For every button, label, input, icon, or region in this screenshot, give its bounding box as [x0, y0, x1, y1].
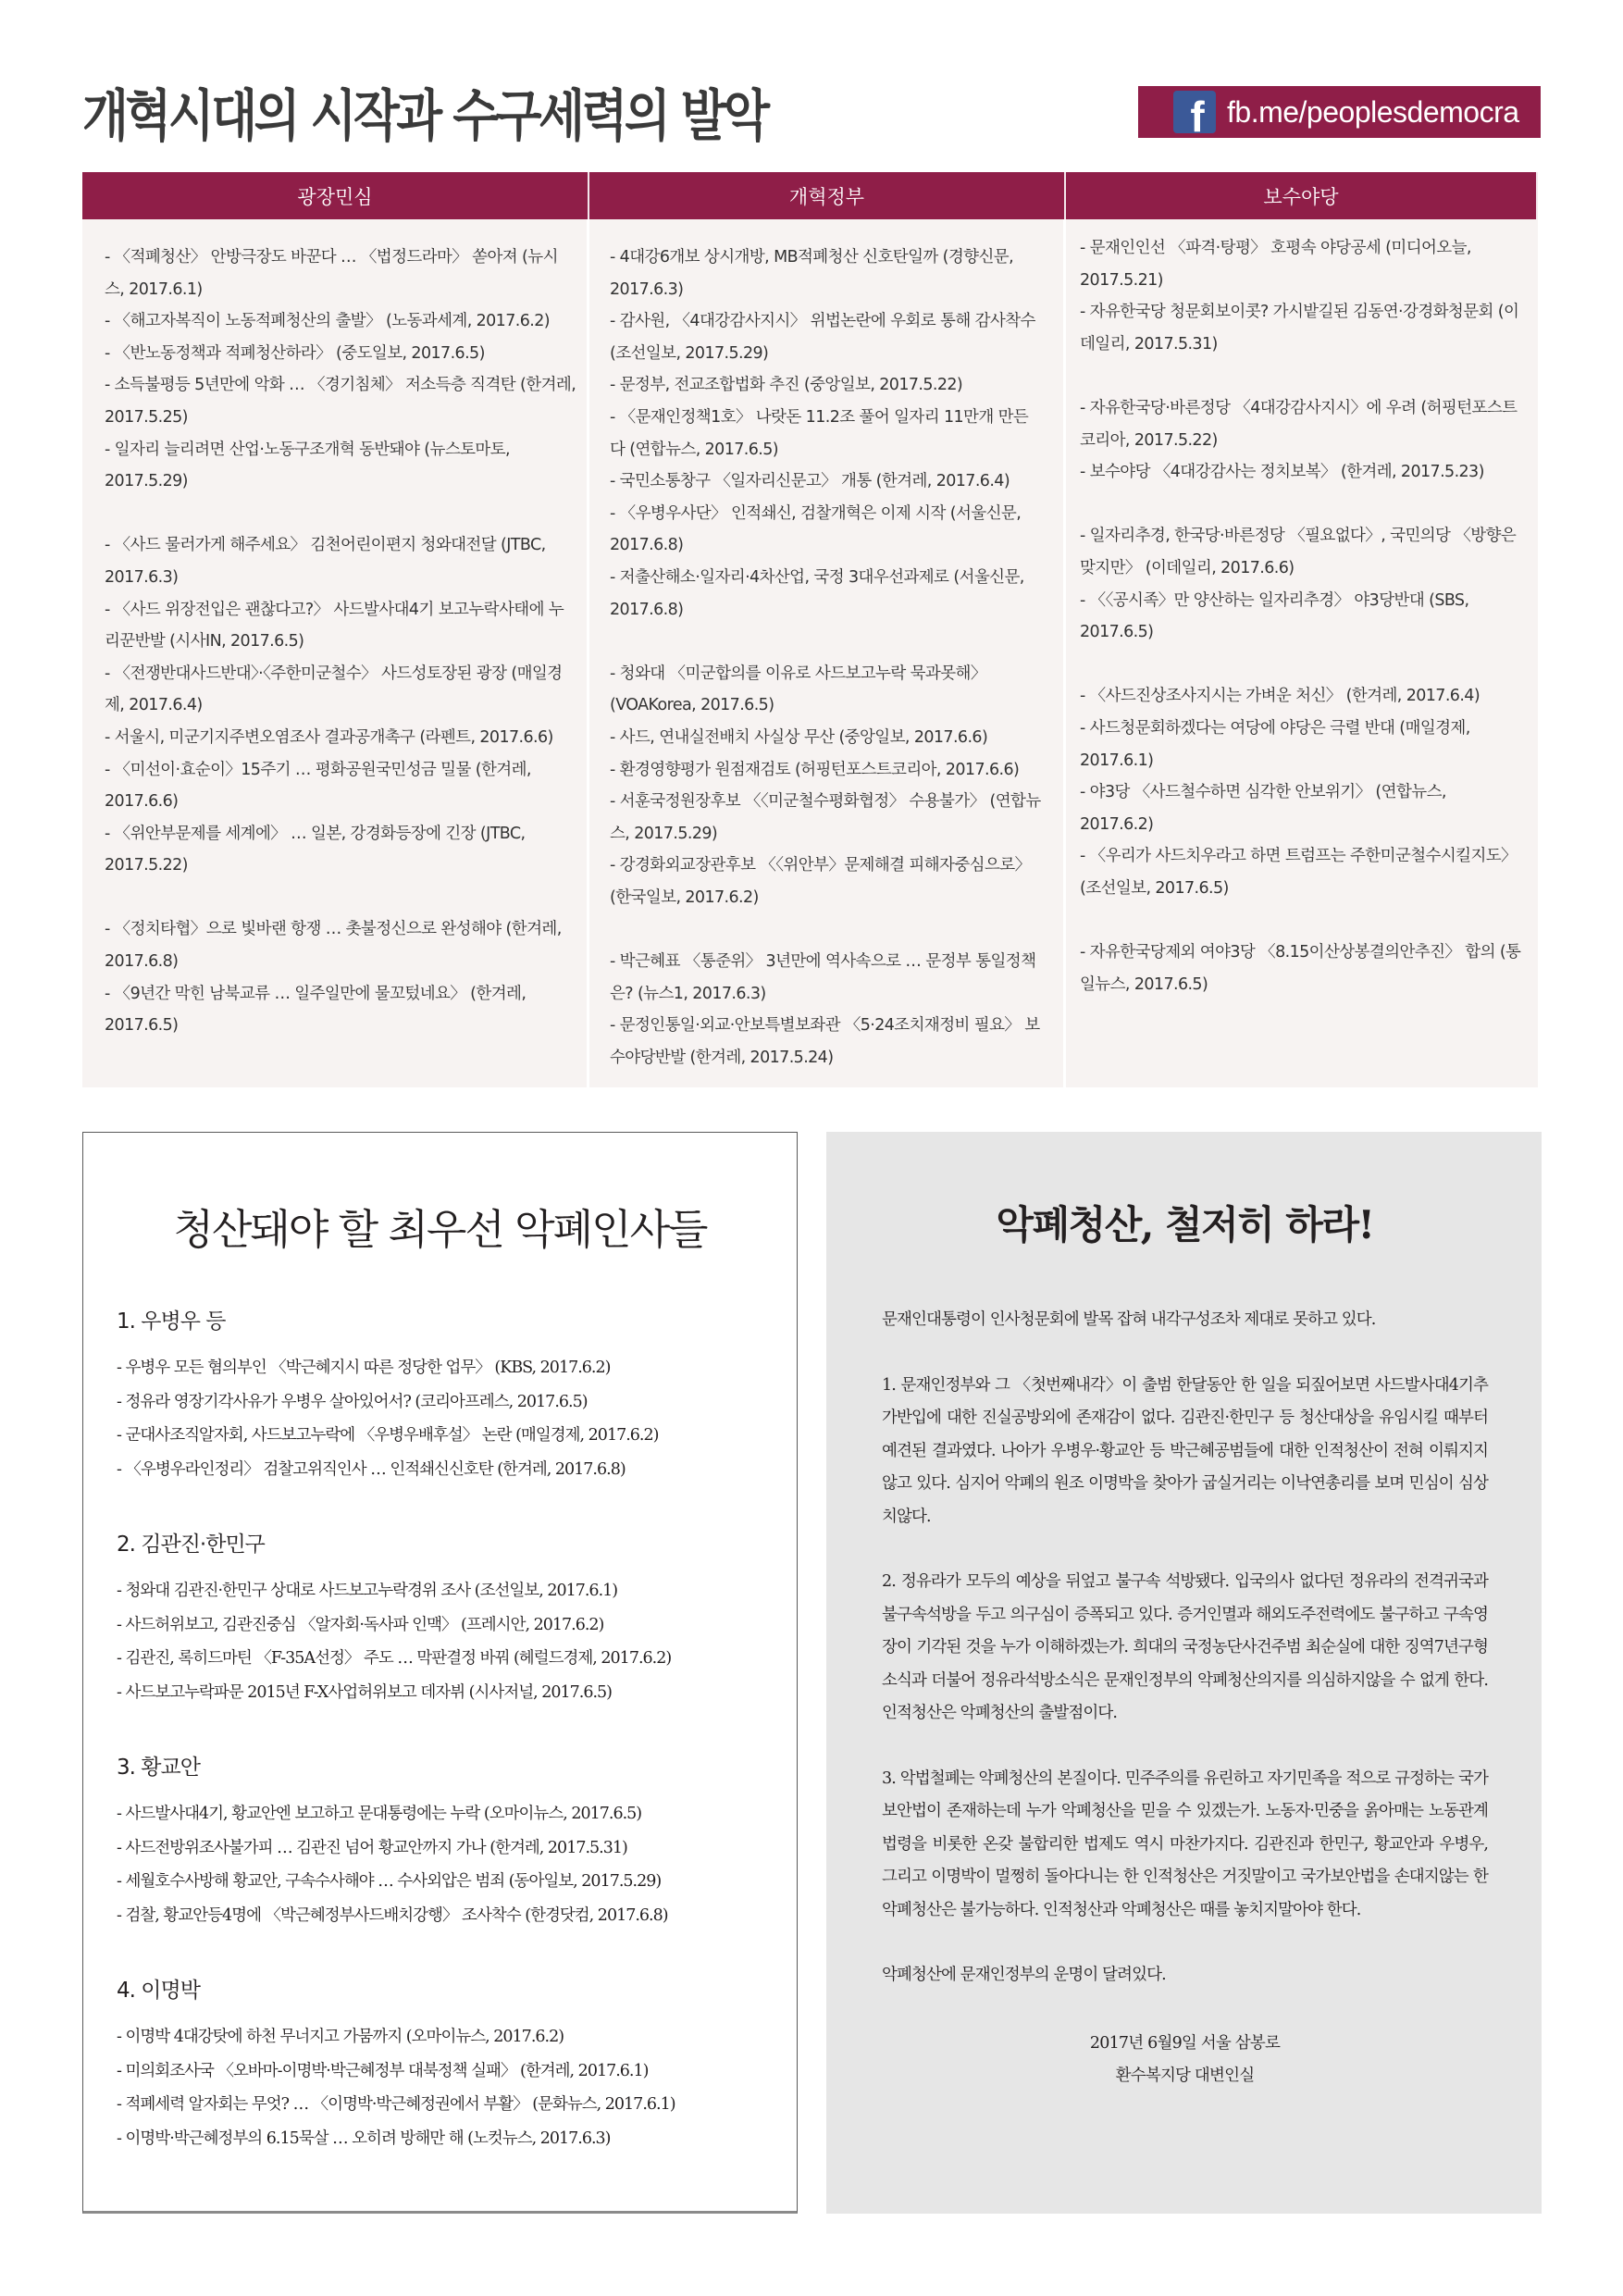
- news-headline-item: - 자유한국당·바른정당 〈4대강감사지시〉에 우려 (허핑턴포스트코리아, 2017.5.22): [1080, 398, 1518, 450]
- news-headline-item: - 검찰, 황교안등4명에 〈박근혜정부사드배치강행〉 조사착수 (한경닷컴, 2017.6.8): [117, 1905, 668, 1925]
- news-headline-item: - 서훈국정원장후보 〈〈미군철수평화협정〉 수용불가〉 (연합뉴스, 2017.5.29): [610, 792, 1041, 843]
- news-headline-item: - 사드전방위조사불가피 … 김관진 넘어 황교안까지 가나 (한겨레, 2017.5.31): [117, 1838, 627, 1857]
- news-headline-item: - 보수야당 〈4대강감사는 정치보복〉 (한겨레, 2017.5.23): [1080, 463, 1484, 482]
- news-headline-item: - 강경화외교장관후보 〈〈위안부〉문제해결 피해자중심으로〉 (한국일보, 2017.6.2): [610, 856, 1031, 907]
- news-headline-item: - 사드청문회하겠다는 여당에 야당은 극렬 반대 (매일경제, 2017.6.1): [1080, 718, 1470, 770]
- statement-title: 악폐청산, 철저히 하라!: [996, 1202, 1374, 1247]
- statement-intro: 문재인대통령이 인사청문회에 발목 잡혀 내각구성조차 제대로 못하고 있다.: [882, 1310, 1376, 1329]
- group-spacer: [105, 882, 577, 914]
- column-body-opposition: [1066, 219, 1538, 1087]
- column-body-government: [589, 219, 1066, 1087]
- group-spacer: [610, 913, 1043, 946]
- group-spacer: [1080, 489, 1521, 521]
- news-headline-item: - 일자리 늘리려면 산업·노동구조개혁 동반돼야 (뉴스토마토, 2017.5.29): [105, 440, 510, 491]
- news-headline-item: - 서울시, 미군기지주변오염조사 결과공개촉구 (라펜트, 2017.6.6): [105, 727, 553, 747]
- news-headline-item: - 이명박 4대강탓에 하천 무너지고 가뭄까지 (오마이뉴스, 2017.6.2): [117, 2028, 564, 2046]
- column-header-plaza: 광장민심: [82, 172, 589, 219]
- news-headline-item: - 이명박·박근혜정부의 6.15묵살 … 오히려 방해만 해 (노컷뉴스, 2017.6.3): [117, 2128, 611, 2148]
- priority-targets-sections: [117, 1304, 797, 2155]
- news-headline-item: - 청와대 〈미군합의를 이유로 사드보고누락 묵과못해〉 (VOAKorea, 2017.6.5): [610, 664, 986, 715]
- news-headline-item: - 〈우병우라인정리〉 검찰고위직인사 … 인적쇄신신호탄 (한겨레, 2017.6.8): [117, 1459, 626, 1479]
- facebook-icon: f: [1173, 91, 1216, 133]
- news-headline-item: - 〈사드진상조사지시는 가벼운 처신〉 (한겨레, 2017.6.4): [1080, 687, 1481, 706]
- news-headline-item: - 청와대 김관진·한민구 상대로 사드보고누락경위 조사 (조선일보, 2017.6.1): [117, 1582, 618, 1600]
- news-headline-item: - 소득불평등 5년만에 악화 … 〈경기침체〉 저소득층 직격탄 (한겨레, 2017.5.25): [105, 376, 576, 427]
- news-headline-item: - 문정인통일·외교·안보특별보좌관 〈5·24조치재정비 필요〉 보수야당반발 (한겨레, 2017.5.24): [610, 1016, 1040, 1067]
- news-headline-item: - 정유라 영장기각사유가 우병우 살아있어서? (코리아프레스, 2017.6.5): [117, 1392, 588, 1411]
- news-headline-item: - 〈사드 물러가게 해주세요〉 김천어린이편지 청와대전달 (JTBC, 2017.6.3): [105, 536, 546, 587]
- section-heading: 4. 이명박: [117, 1979, 200, 2003]
- group-spacer: [105, 498, 577, 530]
- column-body-plaza: [82, 219, 589, 1087]
- news-headline-item: - 일자리추경, 한국당·바른정당 〈필요없다〉, 국민의당 〈방향은 맞지만〉 (이데일리, 2017.6.6): [1080, 527, 1517, 577]
- news-headline-item: - 〈반노동정책과 적폐청산하라〉 (중도일보, 2017.6.5): [105, 343, 485, 363]
- news-headline-item: - 〈문재인정책1호〉 나랏돈 11.2조 풀어 일자리 11만개 만든다 (연합뉴스, 2017.6.5): [610, 407, 1029, 459]
- news-headline-item: - 4대강6개보 상시개방, MB적폐청산 신호탄일까 (경향신문, 2017.6.3): [610, 248, 1014, 299]
- news-headline-item: - 〈우병우사단〉 인적쇄신, 검찰개혁은 이제 시작 (서울신문, 2017.6.8): [610, 503, 1022, 555]
- news-headline-item: - 문재인인선 〈파격·탕평〉 호평속 야당공세 (미디어오늘, 2017.5.21): [1080, 239, 1471, 290]
- news-headline-item: - 야3당 〈사드철수하면 심각한 안보위기〉 (연합뉴스, 2017.6.2): [1080, 783, 1446, 834]
- news-headline-item: - 자유한국당제외 여야3당 〈8.15이산상봉결의안추진〉 합의 (통일뉴스, 2017.6.5): [1080, 943, 1521, 994]
- section-heading: 2. 김관진·한민구: [117, 1533, 265, 1557]
- news-headline-item: - 〈우리가 사드치우라고 하면 트럼프는 주한미군철수시킬지도〉 (조선일보, 2017.6.5): [1080, 847, 1517, 898]
- news-comparison-table: [82, 172, 1538, 1087]
- priority-targets-box: [82, 1132, 798, 2214]
- statement-paragraph-1: 1. 문재인정부와 그 〈첫번째내각〉이 출범 한달동안 한 일을 되짚어보면 사드발사대4기추가반입에 대한 진실공방외에 존재감이 없다. 김관진·한민구 등 청산대상을 유임시킬 때부터 예견된 결과였다. 나아가 우병우·황교안 등 박근혜공범들에 대한 인적청산이 전혀 이뤄지지 않고 있다. 심지어 악폐의 원조 이명박을 찾아가 굽실거리는 이낙연총리를 보며 민심이 심상치않다.: [882, 1375, 1488, 1526]
- news-headline-item: - 사드허위보고, 김관진중심 〈알자회·독사파 인맥〉 (프레시안, 2017.6.2): [117, 1615, 604, 1634]
- group-spacer: [1080, 649, 1521, 681]
- facebook-url[interactable]: fb.me/peoplesdemocra: [1227, 94, 1519, 129]
- news-headline-item: - 우병우 모든 혐의부인 〈박근혜지시 따른 정당한 업무〉 (KBS, 2017.6.2): [117, 1359, 611, 1377]
- column-header-government: 개혁정부: [589, 172, 1066, 219]
- statement-paragraph-3: 3. 악법철폐는 악폐청산의 본질이다. 민주주의를 유린하고 자기민족을 적으로 규정하는 국가보안법이 존재하는데 누가 악폐청산을 믿을 수 있겠는가. 노동자·민중을 옭아매는 노동관계법령을 비롯한 온갖 불합리한 법제도 역시 마찬가지다. 김관진과 한민구, 황교안과 우병우, 그리고 이명박이 멀쩡히 돌아다니는 한 인적청산은 거짓말이고 국가보안법을 손대지않는 한 악폐청산은 불가능하다. 인적청산과 악폐청산은 때를 놓치지말아야 한다.: [882, 1769, 1488, 1919]
- news-headline-item: - 세월호수사방해 황교안, 구속수사해야 … 수사외압은 범죄 (동아일보, 2017.5.29): [117, 1872, 662, 1891]
- news-headline-item: - 저출산해소·일자리·4차산업, 국정 3대우선과제로 (서울신문, 2017.6.8): [610, 567, 1024, 619]
- news-headline-item: - 〈해고자복직이 노동적폐청산의 출발〉 (노동과세계, 2017.6.2): [105, 312, 550, 331]
- news-headline-item: - 자유한국당 청문회보이콧? 가시밭길된 김동연·강경화청문회 (이데일리, 2017.5.31): [1080, 303, 1519, 354]
- news-headline-item: - 〈사드 위장전입은 괜찮다고?〉 사드발사대4기 보고누락사태에 누리꾼반발 (시사IN, 2017.6.5): [105, 600, 564, 652]
- news-headline-item: - 〈전쟁반대사드반대〉·〈주한미군철수〉 사드성토장된 광장 (매일경제, 2017.6.4): [105, 664, 563, 715]
- group-spacer: [1080, 904, 1521, 937]
- page-title: 개혁시대의 시작과 수구세력의 발악: [82, 84, 767, 149]
- news-headline-item: - 〈〈공시족〉만 양산하는 일자리추경〉 야3당반대 (SBS, 2017.6.5): [1080, 590, 1469, 642]
- section-heading: 3. 황교안: [117, 1756, 200, 1780]
- news-headline-item: - 〈정치타협〉으로 빛바랜 항쟁 … 촛불정신으로 완성해야 (한겨레, 2017.6.8): [105, 920, 562, 972]
- news-headline-item: - 〈위안부문제를 세계에〉 … 일본, 강경화등장에 긴장 (JTBC, 2017.5.22): [105, 824, 526, 875]
- signature-author: 환수복지당 대변인실: [1115, 2066, 1255, 2085]
- column-header-opposition: 보수야당: [1066, 172, 1538, 219]
- statement-paragraph-2: 2. 정유라가 모두의 예상을 뒤엎고 불구속 석방됐다. 입국의사 없다던 정유라의 전격귀국과 불구속석방을 두고 의구심이 증폭되고 있다. 증거인멸과 해외도주전력에도 불구하고 구속영장이 기각된 것을 누가 이해하겠는가. 희대의 국정농단사건주범 최순실에 대한 징역7년구형소식과 더불어 정유라석방소식은 문재인정부의 악폐청산의지를 의심하지않을 수 없게 한다. 인적청산은 악폐청산의 출발점이다.: [882, 1572, 1488, 1722]
- news-headline-item: - 적폐세력 알자회는 무엇? … 〈이명박·박근혜정권에서 부활〉 (문화뉴스, 2017.6.1): [117, 2095, 675, 2114]
- news-headline-item: - 문정부, 전교조합법화 추진 (중앙일보, 2017.5.22): [610, 376, 963, 395]
- news-headline-item: - 〈적폐청산〉 안방극장도 바꾼다 … 〈법정드라마〉 쏟아져 (뉴시스, 2017.6.1): [105, 248, 558, 299]
- statement-box: [826, 1132, 1542, 2214]
- group-spacer: [610, 626, 1043, 658]
- news-headline-item: - 사드보고누락파문 2015년 F-X사업허위보고 데자뷔 (시사저널, 2017.6.5): [117, 1682, 612, 1702]
- priority-targets-title: 청산돼야 할 최우선 악폐인사들: [173, 1205, 707, 1254]
- news-headline-item: - 감사원, 〈4대강감사지시〉 위법논란에 우회로 통해 감사착수 (조선일보, 2017.5.29): [610, 312, 1035, 363]
- section-heading: 1. 우병우 등: [117, 1309, 226, 1334]
- facebook-link-badge[interactable]: [1138, 86, 1541, 138]
- news-headline-item: - 〈9년간 막힌 남북교류 … 일주일만에 물꼬텄네요〉 (한겨레, 2017.6.5): [105, 984, 527, 1036]
- news-headline-item: - 박근혜표 〈통준위〉 3년만에 역사속으로 … 문정부 통일정책은? (뉴스1, 2017.6.3): [610, 952, 1036, 1003]
- news-headline-item: - 국민소통창구 〈일자리신문고〉 개통 (한겨레, 2017.6.4): [610, 472, 1010, 491]
- statement-signature: [882, 2028, 1488, 2093]
- group-spacer: [1080, 360, 1521, 392]
- news-headline-item: - 군대사조직알자회, 사드보고누락에 〈우병우배후설〉 논란 (매일경제, 2017.6.2): [117, 1426, 659, 1445]
- news-headline-item: - 사드, 연내실전배치 사실상 무산 (중앙일보, 2017.6.6): [610, 727, 988, 747]
- news-headline-item: - 미의회조사국 〈오바마-이명박·박근혜정부 대북정책 실패〉 (한겨레, 2017.6.1): [117, 2061, 649, 2080]
- news-headline-item: - 김관진, 록히드마틴 〈F-35A선정〉 주도 … 막판결정 바꿔 (헤럴드경제, 2017.6.2): [117, 1649, 672, 1668]
- news-headline-item: - 〈미선이·효순이〉15주기 … 평화공원국민성금 밀물 (한겨레, 2017.6.6): [105, 760, 531, 812]
- signature-date-place: 2017년 6월9일 서울 삼봉로: [1089, 2033, 1281, 2053]
- news-headline-item: - 사드발사대4기, 황교안엔 보고하고 문대통령에는 누락 (오마이뉴스, 2017.6.5): [117, 1805, 642, 1823]
- news-headline-item: - 환경영향평가 원점재검토 (허핑턴포스트코리아, 2017.6.6): [610, 760, 1020, 779]
- statement-conclusion: 악폐청산에 문재인정부의 운명이 달려있다.: [882, 1966, 1166, 1984]
